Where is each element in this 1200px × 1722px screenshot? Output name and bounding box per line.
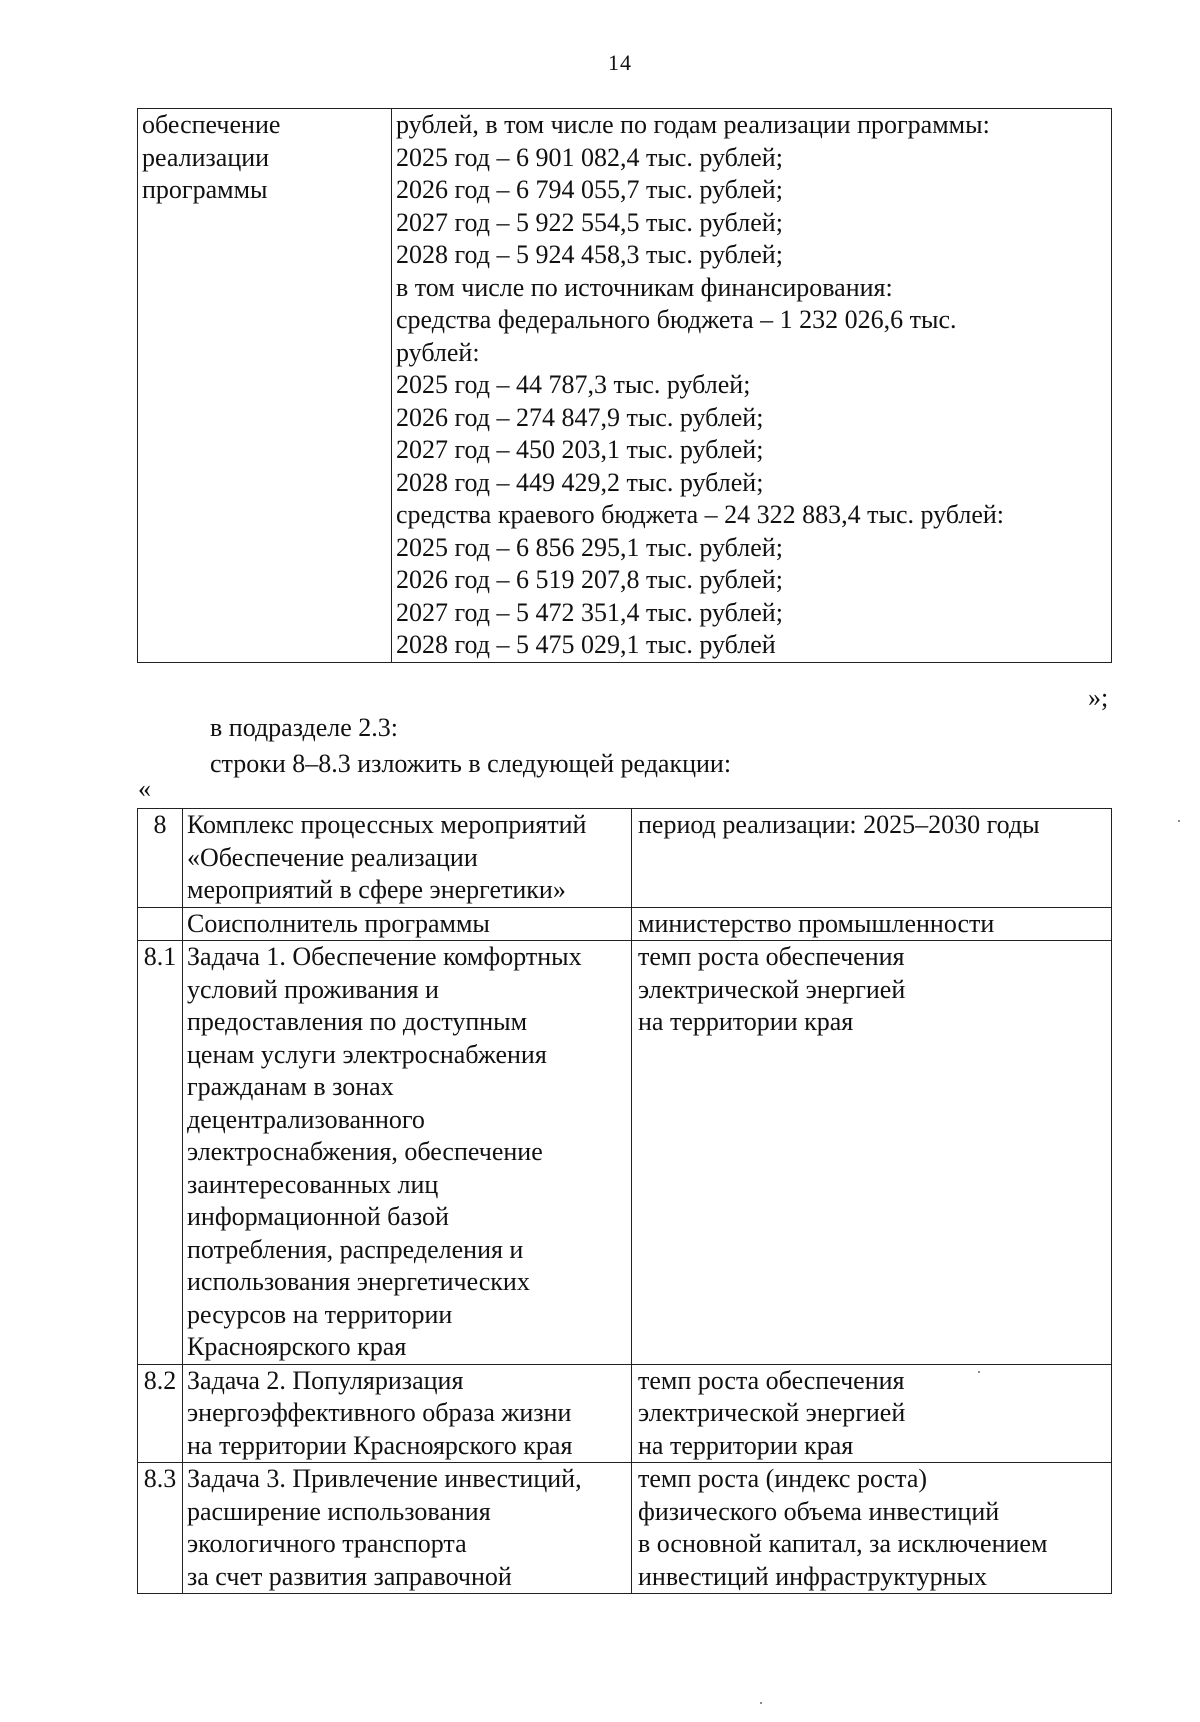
cell-line: Задача 1. Обеспечение комфортных xyxy=(187,942,582,971)
row-number xyxy=(138,907,183,941)
cell-line: 2028 год – 5 924 458,3 тыс. рублей; xyxy=(396,240,783,269)
cell-line: «Обеспечение реализации xyxy=(187,842,478,872)
cell-line: физического объема инвестиций xyxy=(638,1496,1000,1526)
table-cell-indicator xyxy=(632,1364,1112,1463)
cell-line: экологичного транспорта xyxy=(187,1529,467,1558)
cell-line: за счет развития заправочной xyxy=(187,1561,512,1591)
cell-line: Задача 3. Привлечение инвестиций, xyxy=(187,1464,582,1493)
cell-line: расширение использования xyxy=(187,1496,491,1526)
cell-line: средства федерального бюджета – 1 232 026,6 тыс. xyxy=(396,305,957,334)
cell-line: обеспечение xyxy=(142,110,281,139)
cell-line: гражданам в зонах xyxy=(187,1072,394,1101)
cell-line: 2026 год – 6 794 055,7 тыс. рублей; xyxy=(396,175,783,204)
cell-line: электроснабжения, обеспечение xyxy=(187,1137,543,1166)
row-number: 8.2 xyxy=(138,1364,183,1463)
cell-line: электрической энергией xyxy=(638,974,906,1004)
cell-line: ценам услуги электроснабжения xyxy=(187,1039,547,1069)
scan-speck xyxy=(978,1371,980,1373)
cell-line: ресурсов на территории xyxy=(187,1299,453,1329)
scan-speck xyxy=(760,1702,762,1704)
table-cell-indicator xyxy=(632,1463,1112,1594)
cell-line: темп роста обеспечения xyxy=(638,942,905,971)
program-structure-table xyxy=(137,808,1112,1594)
cell-line: информационной базой xyxy=(187,1202,449,1231)
row-number: 8.1 xyxy=(138,941,183,1365)
cell-line: энергоэффективного образа жизни xyxy=(187,1398,572,1427)
table-cell-task xyxy=(183,1364,632,1463)
cell-line: темп роста обеспечения xyxy=(638,1365,905,1395)
cell-line: 2027 год – 450 203,1 тыс. рублей; xyxy=(396,435,764,464)
table-cell-indicator xyxy=(632,941,1112,1365)
cell-line: предоставления по доступным xyxy=(187,1007,528,1036)
cell-line: темп роста (индекс роста) xyxy=(638,1464,928,1493)
scan-speck xyxy=(1178,820,1180,822)
cell-line: 2025 год – 6 901 082,4 тыс. рублей; xyxy=(396,142,783,172)
cell-line: электрической энергией xyxy=(638,1398,906,1427)
table-row xyxy=(138,907,1112,941)
cell-line: 2027 год – 5 922 554,5 тыс. рублей; xyxy=(396,207,783,237)
cell-line: условий проживания и xyxy=(187,974,439,1004)
cell-line: мероприятий в сфере энергетики» xyxy=(187,875,566,904)
cell-line: заинтересованных лиц xyxy=(187,1169,439,1199)
cell-line: рублей: xyxy=(396,337,480,367)
cell-line: программы xyxy=(142,175,268,204)
cell-line: Задача 2. Популяризация xyxy=(187,1365,464,1395)
table-cell-label xyxy=(138,109,392,663)
cell-line: 2027 год – 5 472 351,4 тыс. рублей; xyxy=(396,597,783,627)
cell-line: использования энергетических xyxy=(187,1267,530,1296)
cell-line: в том числе по источникам финансирования: xyxy=(396,272,893,302)
cell-line: 2025 год – 6 856 295,1 тыс. рублей; xyxy=(396,532,783,562)
cell-line: 2028 год – 5 475 029,1 тыс. рублей xyxy=(396,630,776,659)
table-row xyxy=(138,109,1112,663)
row-number: 8.3 xyxy=(138,1463,183,1594)
cell-line: 2026 год – 274 847,9 тыс. рублей; xyxy=(396,402,764,432)
table-cell-task xyxy=(183,809,632,908)
paragraph-subsection: в подразделе 2.3: xyxy=(210,713,399,742)
cell-line: 2025 год – 44 787,3 тыс. рублей; xyxy=(396,370,751,399)
table-cell-indicator xyxy=(632,907,1112,941)
table-cell-indicator xyxy=(632,809,1112,908)
row-number: 8 xyxy=(138,809,183,908)
table-cell-task xyxy=(183,1463,632,1594)
opening-quote: « xyxy=(138,774,151,803)
financing-table xyxy=(137,108,1112,663)
cell-line: министерство промышленности xyxy=(638,908,995,938)
table-cell-value xyxy=(392,109,1112,663)
cell-line: Соисполнитель программы xyxy=(187,908,490,938)
cell-line: период реализации: 2025–2030 годы xyxy=(638,810,1040,839)
cell-line: на территории края xyxy=(638,1007,854,1036)
cell-line: средства краевого бюджета – 24 322 883,4 тыс. рублей: xyxy=(396,500,1005,529)
table-cell-task xyxy=(183,907,632,941)
paragraph-instruction: строки 8–8.3 изложить в следующей редакции: xyxy=(210,749,732,778)
cell-line: рублей, в том числе по годам реализации программы: xyxy=(396,110,990,139)
table-row xyxy=(138,809,1112,908)
cell-line: на территории края xyxy=(638,1430,854,1460)
table-row xyxy=(138,1364,1112,1463)
table-cell-task xyxy=(183,941,632,1365)
cell-line: 2028 год – 449 429,2 тыс. рублей; xyxy=(396,467,764,497)
cell-line: 2026 год – 6 519 207,8 тыс. рублей; xyxy=(396,565,783,594)
cell-line: в основной капитал, за исключением xyxy=(638,1529,1048,1558)
table-row xyxy=(138,1463,1112,1594)
table-row xyxy=(138,941,1112,1365)
cell-line: децентрализованного xyxy=(187,1104,425,1134)
closing-quote: »; xyxy=(1088,683,1109,712)
cell-line: потребления, распределения и xyxy=(187,1234,524,1264)
cell-line: на территории Красноярского края xyxy=(187,1430,573,1460)
cell-line: Красноярского края xyxy=(187,1332,407,1361)
cell-line: Комплекс процессных мероприятий xyxy=(187,810,587,839)
page-number: 14 xyxy=(608,50,632,75)
cell-line: инвестиций инфраструктурных xyxy=(638,1561,987,1591)
cell-line: реализации xyxy=(142,142,270,172)
